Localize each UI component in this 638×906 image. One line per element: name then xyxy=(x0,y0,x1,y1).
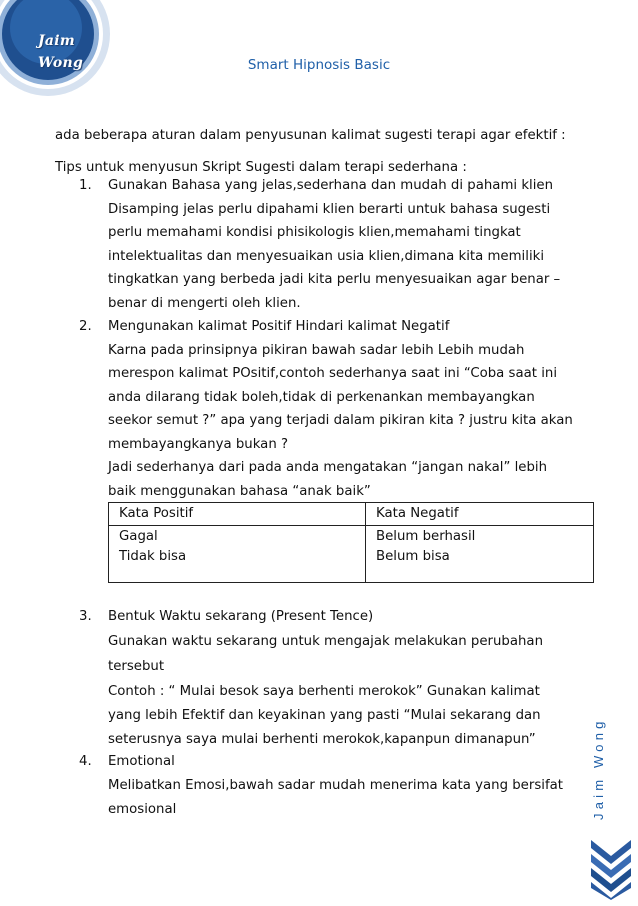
list-item-3-line: yang lebih Efektif dan keyakinan yang pasti “Mulai sekarang dan xyxy=(108,708,541,723)
list-item-2-line: seekor semut ?” apa yang terjadi dalam pikiran kita ? justru kita akan xyxy=(108,413,573,428)
table-cell-value: Tidak bisa xyxy=(119,549,187,564)
list-item-2-line: membayangkanya bukan ? xyxy=(108,436,289,452)
list-item-4-line: emosional xyxy=(108,802,177,817)
list-item-2-line: baik menggunakan bahasa “anak baik” xyxy=(108,483,371,499)
table-cell-positive xyxy=(109,526,366,583)
table-header-positive: Kata Positif xyxy=(109,503,366,526)
list-item-3-line: seterusnya saya mulai berhenti merokok,kapanpun dimanapun” xyxy=(108,732,536,747)
table-cell-negative xyxy=(366,526,594,583)
side-author-text xyxy=(586,712,612,822)
list-item-number-2: 2. xyxy=(79,319,92,334)
logo xyxy=(0,0,110,110)
tips-heading: Tips untuk menyusun Skript Sugesti dalam terapi sederhana : xyxy=(55,160,467,175)
list-item-1-line: Disamping jelas perlu dipahami klien berarti untuk bahasa sugesti xyxy=(108,201,551,217)
list-item-1-line: intelektualitas dan menyesuaikan usia klien,dimana kita memiliki xyxy=(108,248,545,264)
list-item-3-line: Contoh : “ Mulai besok saya berhenti merokok” Gunakan kalimat xyxy=(108,684,540,699)
table-row xyxy=(109,526,594,583)
list-item-3-line: tersebut xyxy=(108,659,165,674)
list-item-2-line: merespon kalimat POsitif,contoh sederhanya saat ini “Coba saat ini xyxy=(108,366,558,381)
list-item-1-line: Gunakan Bahasa yang jelas,sederhana dan mudah di pahami klien xyxy=(108,178,554,193)
chevron-down-icon xyxy=(589,836,633,900)
list-item-number-1: 1. xyxy=(79,178,92,193)
table-cell-value: Belum berhasil xyxy=(376,529,476,544)
word-comparison-table xyxy=(108,502,594,583)
side-author-label: Jaim Wong xyxy=(591,717,606,820)
table-header-negative: Kata Negatif xyxy=(366,503,594,526)
list-item-number-4: 4. xyxy=(79,754,92,769)
list-item-2-line: anda dilarang tidak boleh,tidak di perkenankan membayangkan xyxy=(108,389,535,405)
page-header-title: Smart Hipnosis Basic xyxy=(247,57,391,73)
logo-line-1: Jaim xyxy=(38,33,76,49)
list-item-4-line: Melibatkan Emosi,bawah sadar mudah menerima kata yang bersifat xyxy=(108,778,563,793)
list-item-2-line: Karna pada prinsipnya pikiran bawah sadar lebih Lebih mudah xyxy=(108,342,525,358)
table-cell-value: Gagal xyxy=(119,529,158,544)
list-item-1-line: tingkatkan yang berbeda jadi kita perlu menyesuaikan agar benar – xyxy=(108,272,561,287)
list-item-4-line: Emotional xyxy=(108,754,175,769)
list-item-1-line: benar di mengerti oleh klien. xyxy=(108,295,301,311)
logo-line-2: Wong xyxy=(38,55,84,71)
list-item-number-3: 3. xyxy=(79,609,92,624)
list-item-2-line: Mengunakan kalimat Positif Hindari kalimat Negatif xyxy=(108,319,450,334)
list-item-2-line: Jadi sederhanya dari pada anda mengatakan “jangan nakal” lebih xyxy=(108,460,548,475)
list-item-1-line: perlu memahami kondisi phisikologis klien,memahami tingkat xyxy=(108,225,521,240)
list-item-3-line: Bentuk Waktu sekarang (Present Tence) xyxy=(108,609,374,624)
list-item-3-line: Gunakan waktu sekarang untuk mengajak melakukan perubahan xyxy=(108,634,544,649)
table-header-row xyxy=(109,503,594,526)
table-cell-value: Belum bisa xyxy=(376,549,450,564)
intro-paragraph: ada beberapa aturan dalam penyusunan kalimat sugesti terapi agar efektif : xyxy=(55,128,566,143)
